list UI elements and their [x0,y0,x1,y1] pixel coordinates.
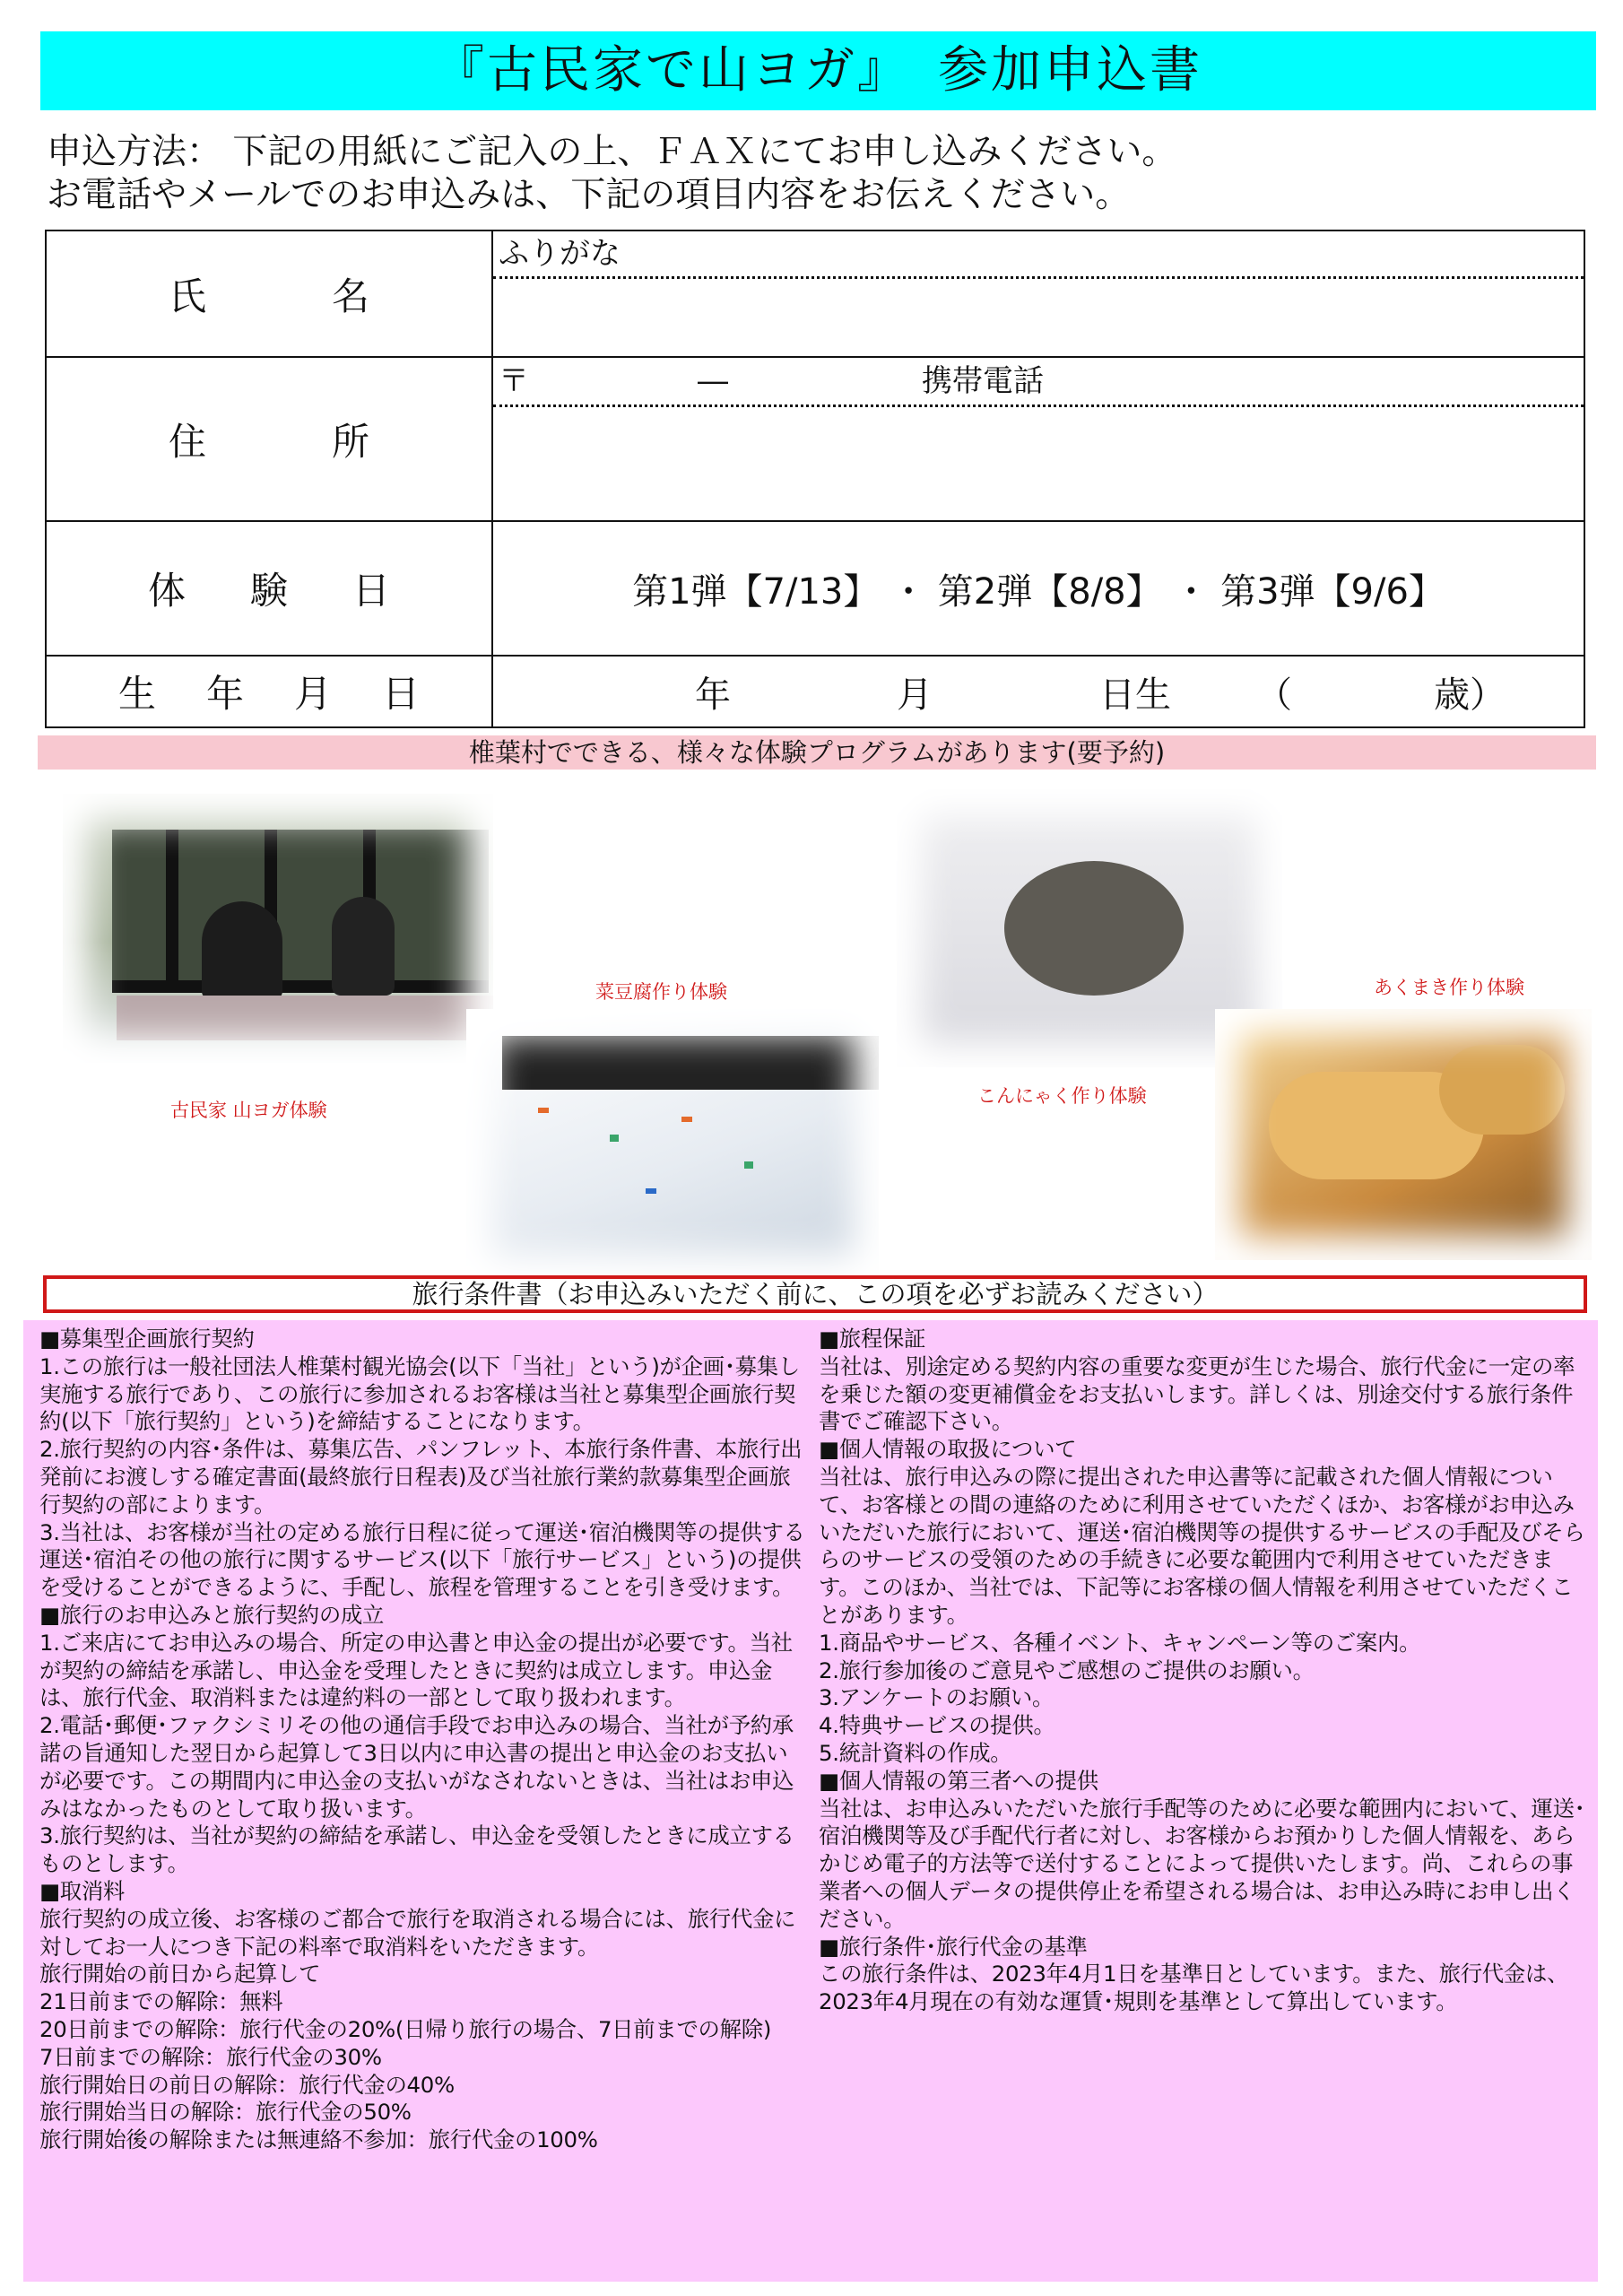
conditions-left-column [39,1326,806,2282]
age-label: 歳） [1434,674,1506,716]
konnyaku-caption: こんにゃく作り体験 [977,1085,1147,1107]
address-input-area[interactable] [493,407,1584,520]
condition-line: ■旅程保証 [819,1326,926,1352]
name-row [46,230,1584,357]
akumaki-caption: あくまき作り体験 [1374,977,1524,998]
condition-line: 2.旅行契約の内容･条件は、募集広告、パンフレット、本旅行条件書、本旅行出発前にお渡しする確定書面(最終旅行日程表)及び当社旅行業約款募集型企画旅行契約の部によります。 [39,1436,803,1518]
birthdate-label: 生 年 月 日 [46,656,492,727]
condition-line: 3.アンケートのお願い。 [819,1684,1055,1711]
condition-line: 当社は、旅行申込みの際に提出された申込書等に記載された個人情報について、お客様との間の連絡のために利用させていただくほか、お客様がお申込みいただいた旅行において、運送･宿泊機関等の提供するサービスの手配及びそららのサービスの受領のための手続きに必要な範囲内で利用させていただきます。このほか、当社では、下記等にお客様の個人情報を利用させていただくことがあります。 [819,1463,1585,1628]
condition-line: 3.当社は、お客様が当社の定める旅行日程に従って運送･宿泊機関等の提供する運送･宿泊その他の旅行に関するサービス(以下「旅行サービス」という)の提供を受けることができるように、手配し、旅程を管理することを引き受けます。 [39,1518,805,1601]
condition-line: 旅行開始日の前日の解除：旅行代金の40% [39,2071,455,2098]
birth-day-label: 日生 [1099,674,1171,716]
birth-year-label: 年 [695,674,731,716]
condition-line: この旅行条件は、2023年4月1日を基準日としています。また、旅行代金は、2023年4月現在の有効な運賃･規則を基準として算出しています。 [819,1961,1569,2015]
condition-line: 旅行開始の前日から起算して [39,1961,321,1987]
name-field[interactable] [492,230,1584,357]
yoga-photo [63,794,493,1063]
postal-dash: ― [698,363,728,399]
address-field[interactable] [492,357,1584,521]
age-open-paren: （ [1256,674,1292,716]
condition-line: 旅行開始当日の解除：旅行代金の50% [39,2099,412,2126]
address-row [46,357,1584,521]
yoga-caption: 古民家 山ヨガ体験 [170,1100,327,1121]
birthdate-field[interactable] [492,656,1584,727]
akumaki-photo [1215,1009,1592,1260]
condition-line: 旅行契約の成立後、お客様のご都合で旅行を取消される場合には、旅行代金に対してお一人につき下記の料率で取消料をいただきます。 [39,1905,796,1960]
name-input-area[interactable] [493,279,1584,356]
condition-line: ■取消料 [39,1877,126,1904]
condition-line: ■旅行のお申込みと旅行契約の成立 [39,1601,385,1628]
tofu-caption: 菜豆腐作り体験 [595,981,727,1003]
experience-date-options[interactable]: 第1弾【7/13】 ・ 第2弾【8/8】 ・ 第3弾【9/6】 [492,521,1584,656]
application-instructions [47,131,1589,217]
condition-line: ■個人情報の取扱について [819,1436,1077,1463]
condition-line: 当社は、別途定める契約内容の重要な変更が生じた場合、旅行代金に一定の率を乗じた額の変更補償金をお支払いします。詳しくは、別途交付する旅行条件書でご確認下さい。 [819,1352,1575,1435]
tofu-photo [466,1009,879,1278]
condition-line: 当社は、お申込みいただいた旅行手配等のために必要な範囲内において、運送･宿泊機関等及び手配代行者に対し、お客様からお預かりした個人情報を、あらかじめ電子的方法等で送付することによって提供いたします。尚、これらの事業者への個人データの提供停止を希望される場合は、お申込み時にお申し出ください。 [819,1795,1585,1932]
condition-line: 20日前までの解除：旅行代金の20%(日帰り旅行の場合、7日前までの解除) [39,2015,772,2042]
condition-line: 2.電話･郵便･ファクシミリその他の通信手段でお申込みの場合、当社が予約承諾の旨通知した翌日から起算して3日以内に申込書の提出と申込金のお支払いが必要です。この期間内に申込金の支払いがなされないときは、当社はお申込みはなかったものとして取り扱います。 [39,1712,794,1822]
travel-conditions [23,1320,1598,2282]
birth-row [46,656,1584,727]
condition-line: ■個人情報の第三者への提供 [819,1767,1098,1794]
name-label: 氏 名 [46,230,492,357]
address-label: 住 所 [46,357,492,521]
instructions-line-1: 申込方法： 下記の用紙にご記入の上、ＦＡＸにてお申し込みください。 [47,132,1177,172]
postal-phone-line[interactable] [493,358,1584,407]
condition-line: 1.ご来店にてお申込みの場合、所定の申込書と申込金の提出が必要です。当社が契約の締結を承諾し、申込金を受理したときに契約は成立します。申込金は、旅行代金、取消料または違約料の一部として取り扱われます。 [39,1629,793,1711]
conditions-right-column [819,1326,1585,2282]
programs-banner: 椎葉村でできる、様々な体験プログラムがあります(要予約) [38,735,1596,770]
furigana-field[interactable]: ふりがな [493,231,1584,279]
condition-line: ■旅行条件･旅行代金の基準 [819,1933,1088,1960]
condition-line: 旅行開始後の解除または無連絡不参加：旅行代金の100% [39,2126,598,2153]
page-title: 『古民家で山ヨガ』 参加申込書 [40,31,1596,110]
condition-line: 2.旅行参加後のご意見やご感想のご提供のお願い。 [819,1657,1315,1683]
condition-line: 1.この旅行は一般社団法人椎葉村観光協会(以下「当社」という)が企画･募集し実施する旅行であり、この旅行に参加されるお客様は当社と募集型企画旅行契約(以下「旅行契約」という)を締結することになります。 [39,1352,800,1435]
date-row [46,521,1584,656]
postal-mark: 〒 [499,363,529,399]
condition-line: 4.特典サービスの提供。 [819,1712,1055,1739]
condition-line: 1.商品やサービス、各種イベント、キャンペーン等のご案内。 [819,1629,1421,1656]
conditions-title: 旅行条件書（お申込みいただく前に、この項を必ずお読みください） [43,1275,1587,1313]
mobile-phone-label: 携帯電話 [922,363,1044,399]
application-form [45,230,1585,728]
experience-date-label: 体 験 日 [46,521,492,656]
condition-line: 21日前までの解除：無料 [39,1988,283,2015]
condition-line: ■募集型企画旅行契約 [39,1326,255,1352]
condition-line: 3.旅行契約は、当社が契約の締結を承諾し、申込金を受領したときに成立するものとします。 [39,1822,794,1877]
instructions-line-2: お電話やメールでのお申込みは、下記の項目内容をお伝えください。 [47,175,1131,215]
condition-line: 5.統計資料の作成。 [819,1739,1012,1766]
birth-month-label: 月 [897,674,933,716]
condition-line: 7日前までの解除：旅行代金の30% [39,2043,382,2070]
